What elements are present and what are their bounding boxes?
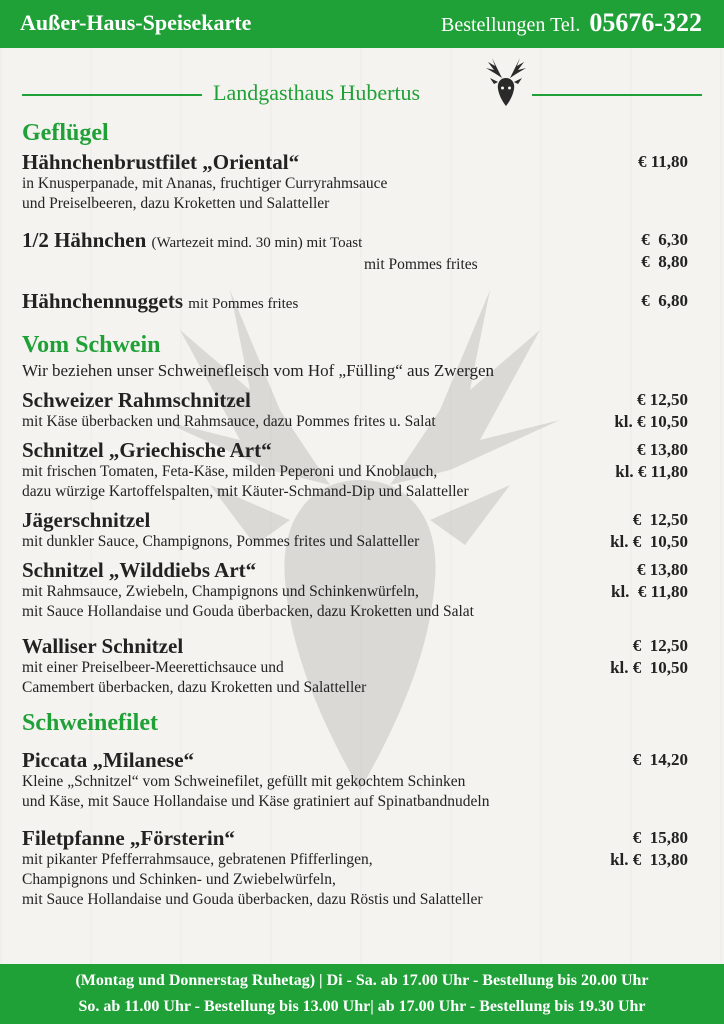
item-price-small: kl. € 10,50	[610, 658, 688, 677]
section-title-schwein: Vom Schwein	[22, 332, 161, 358]
orders-phone	[441, 8, 702, 38]
item-desc-line: Champignons und Schinken- und Zwiebelwürfeln,	[22, 871, 336, 888]
item-desc-line: mit einer Preiselbeer-Meerettichsauce und	[22, 659, 284, 676]
item-price: € 6,80	[641, 291, 688, 310]
item-desc-line: Kleine „Schnitzel“ vom Schweinefilet, gefüllt mit gekochtem Schinken	[22, 773, 466, 790]
item-desc-line: mit Sauce Hollandaise und Gouda überbacken, dazu Röstis und Salatteller	[22, 891, 483, 908]
item-price: € 13,80	[637, 560, 688, 579]
opening-hours-line: So. ab 11.00 Uhr - Bestellung bis 13.00 Uhr| ab 17.00 Uhr - Bestellung bis 19.30 Uhr	[78, 998, 646, 1015]
item-name: Filetpfanne „Försterin“	[22, 826, 235, 850]
item-desc-line: dazu würzige Kartoffelspalten, mit Käuter-Schmand-Dip und Salatteller	[22, 483, 469, 500]
item-desc-line: mit Rahmsauce, Zwiebeln, Champignons und Schinkenwürfeln,	[22, 583, 419, 600]
menu-item	[22, 150, 688, 214]
item-name: Walliser Schnitzel	[22, 634, 184, 658]
item-price: € 12,50	[632, 636, 688, 655]
item-extra: mit Pommes frites	[364, 256, 478, 273]
item-price-small: kl. € 11,80	[611, 582, 688, 601]
item-desc-line: in Knusperpanade, mit Ananas, fruchtiger Curryrahmsauce	[22, 175, 388, 192]
item-desc-line: mit frischen Tomaten, Feta-Käse, milden Peperoni und Knoblauch,	[22, 463, 438, 480]
item-price: € 13,80	[637, 440, 688, 459]
item-note: (Wartezeit mind. 30 min) mit Toast	[151, 235, 363, 251]
menu-item	[22, 228, 688, 275]
menu-item	[22, 388, 688, 432]
item-price-alt: € 8,80	[641, 252, 688, 271]
item-name: Hähnchennuggets	[22, 289, 184, 313]
item-desc-line: und Preiselbeeren, dazu Kroketten und Salatteller	[22, 195, 330, 212]
item-price-small: kl. € 11,80	[615, 462, 688, 481]
item-desc-line: und Käse, mit Sauce Hollandaise und Käse gratiniert auf Spinatbandnudeln	[22, 793, 490, 810]
header-bar	[0, 0, 724, 48]
brand-divider-left	[22, 94, 202, 96]
menu-item	[22, 558, 688, 622]
item-desc-line: mit dunkler Sauce, Champignons, Pommes frites und Salatteller	[22, 533, 420, 550]
item-desc-line: mit Käse überbacken und Rahmsauce, dazu Pommes frites u. Salat	[22, 413, 436, 430]
menu-item	[22, 826, 688, 910]
opening-hours-line: (Montag und Donnerstag Ruhetag) | Di - Sa. ab 17.00 Uhr - Bestellung bis 20.00 Uhr	[75, 972, 649, 989]
opening-hours-bar	[0, 964, 724, 1024]
item-name: Hähnchenbrustfilet „Oriental“	[22, 150, 300, 174]
section-intro: Wir beziehen unser Schweinefleisch vom Hof „Fülling“ aus Zwergen	[22, 361, 495, 380]
menu-item	[22, 748, 688, 812]
menu-item	[22, 508, 688, 552]
item-name: Jägerschnitzel	[22, 508, 151, 532]
item-price: € 12,50	[637, 390, 688, 409]
item-desc-line: Camembert überbacken, dazu Kroketten und Salatteller	[22, 679, 367, 696]
section-title-gefluegel: Geflügel	[22, 120, 109, 146]
orders-label: Bestellungen Tel.	[441, 14, 581, 36]
item-price: € 15,80	[632, 828, 688, 847]
stag-icon	[478, 56, 534, 116]
phone-number[interactable]: 05676-322	[589, 8, 702, 37]
item-price: € 14,20	[632, 750, 688, 769]
item-name: Schnitzel „Wilddiebs Art“	[22, 558, 257, 582]
item-name: Piccata „Milanese“	[22, 748, 195, 772]
item-price: € 6,30	[641, 230, 688, 249]
restaurant-name: Landgasthaus Hubertus	[213, 80, 421, 105]
brand-divider-right	[532, 94, 702, 96]
item-name: Schweizer Rahmschnitzel	[22, 388, 251, 412]
item-price: € 12,50	[632, 510, 688, 529]
item-name: 1/2 Hähnchen	[22, 228, 147, 252]
menu-item	[22, 634, 688, 698]
menu-item	[22, 289, 688, 316]
item-note: mit Pommes frites	[188, 296, 299, 312]
menu-content	[22, 118, 688, 910]
item-price-small: kl. € 13,80	[610, 850, 688, 869]
item-name: Schnitzel „Griechische Art“	[22, 438, 272, 462]
menu-title: Außer-Haus-Speisekarte	[20, 10, 252, 35]
section-title-schweinefilet: Schweinefilet	[22, 710, 158, 736]
item-desc-line: mit pikanter Pfefferrahmsauce, gebratenen Pfifferlingen,	[22, 851, 373, 868]
item-price: € 11,80	[637, 152, 688, 171]
item-price-small: kl. € 10,50	[614, 412, 688, 431]
menu-item	[22, 438, 688, 502]
item-price-small: kl. € 10,50	[610, 532, 688, 551]
item-desc-line: mit Sauce Hollandaise und Gouda überbacken, dazu Kroketten und Salat	[22, 603, 474, 620]
